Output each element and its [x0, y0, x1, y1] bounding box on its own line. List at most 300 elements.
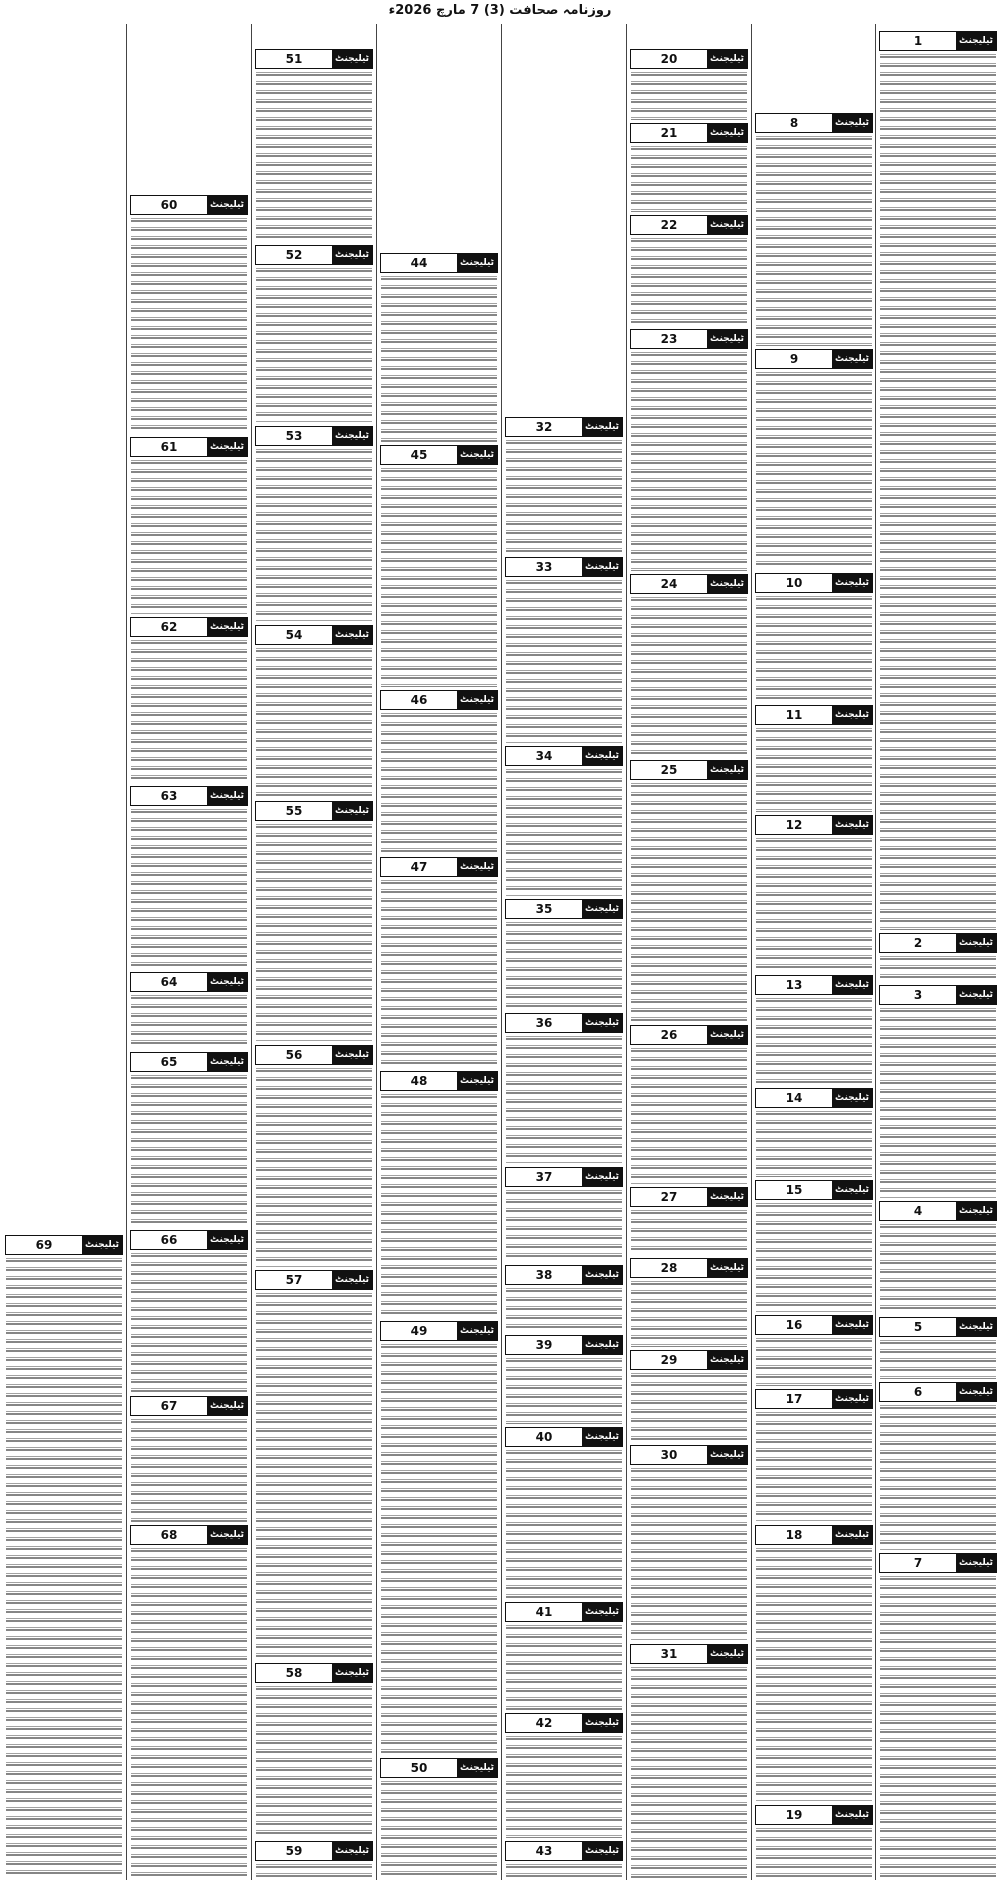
item-number: 3 [913, 988, 923, 1002]
item-header [505, 1841, 623, 1861]
item-number: 21 [660, 126, 678, 140]
news-item [254, 1269, 374, 1660]
item-header [130, 972, 248, 992]
item-label-badge: ٹیلیجنٹ [956, 934, 996, 952]
item-label-badge: ٹیلیجنٹ [707, 1351, 747, 1369]
item-header [130, 1052, 248, 1072]
item-label-badge: ٹیلیجنٹ [332, 626, 372, 644]
item-label-badge: ٹیلیجنٹ [707, 330, 747, 348]
item-body-text [131, 1419, 247, 1522]
news-item [878, 1552, 998, 1878]
item-number: 20 [660, 52, 678, 66]
item-header [630, 1644, 748, 1664]
item-header [130, 617, 248, 637]
item-number: 5 [913, 1320, 923, 1334]
news-item [754, 1179, 874, 1312]
item-label-badge: ٹیلیجنٹ [582, 1014, 622, 1032]
item-header [505, 1013, 623, 1033]
item-number: 25 [660, 763, 678, 777]
item-number: 49 [410, 1324, 428, 1338]
item-body-text [381, 1781, 497, 1878]
news-item [754, 814, 874, 972]
item-label-badge: ٹیلیجنٹ [207, 973, 247, 991]
item-header [380, 445, 498, 465]
item-label-badge: ٹیلیجنٹ [832, 1390, 872, 1408]
item-body-text [131, 1075, 247, 1227]
item-header [630, 1025, 748, 1045]
item-header [755, 1389, 873, 1409]
item-number: 34 [535, 749, 553, 763]
item-label-badge: ٹیلیجنٹ [457, 691, 497, 709]
item-body-text [880, 1405, 996, 1550]
item-header [755, 349, 873, 369]
news-column-4 [504, 24, 624, 1880]
item-body-text [631, 1667, 747, 1878]
item-number: 1 [913, 34, 923, 48]
item-header [879, 1317, 997, 1337]
news-item [379, 1757, 499, 1878]
item-body-text [756, 136, 872, 346]
item-body-text [256, 824, 372, 1042]
item-number: 42 [535, 1716, 553, 1730]
item-number: 37 [535, 1170, 553, 1184]
item-header [130, 1230, 248, 1250]
item-label-badge: ٹیلیجنٹ [207, 787, 247, 805]
item-number: 22 [660, 218, 678, 232]
item-header [755, 815, 873, 835]
item-label-badge: ٹیلیجنٹ [582, 1603, 622, 1621]
item-label-badge: ٹیلیجنٹ [332, 50, 372, 68]
item-label-badge: ٹیلیجنٹ [832, 1089, 872, 1107]
item-header [630, 574, 748, 594]
news-item [4, 1234, 124, 1878]
item-body-text [131, 809, 247, 969]
item-label-badge: ٹیلیجنٹ [832, 1806, 872, 1824]
item-body-text [381, 713, 497, 854]
item-header [755, 975, 873, 995]
news-column-6 [254, 24, 374, 1880]
news-item [629, 328, 749, 571]
item-body-text [506, 922, 622, 1010]
item-header [255, 1045, 373, 1065]
news-item [254, 1044, 374, 1267]
item-body-text [880, 1576, 996, 1878]
news-item [629, 573, 749, 757]
news-item [754, 572, 874, 702]
item-label-badge: ٹیلیجنٹ [832, 114, 872, 132]
item-header [755, 1180, 873, 1200]
item-number: 29 [660, 1353, 678, 1367]
item-number: 58 [285, 1666, 303, 1680]
item-number: 6 [913, 1385, 923, 1399]
item-body-text [506, 1288, 622, 1332]
item-header [130, 1525, 248, 1545]
news-item [379, 856, 499, 1068]
item-label-badge: ٹیلیجنٹ [582, 1428, 622, 1446]
news-item [504, 745, 624, 896]
item-number: 52 [285, 248, 303, 262]
item-body-text [506, 769, 622, 896]
item-number: 56 [285, 1048, 303, 1062]
item-header [630, 123, 748, 143]
item-header [380, 857, 498, 877]
news-item [878, 1316, 998, 1379]
news-item [504, 1426, 624, 1599]
item-label-badge: ٹیلیجنٹ [832, 1526, 872, 1544]
item-body-text [131, 640, 247, 783]
column-divider [376, 24, 377, 1880]
item-header [255, 1270, 373, 1290]
item-number: 36 [535, 1016, 553, 1030]
item-body-text [631, 352, 747, 571]
item-label-badge: ٹیلیجنٹ [582, 1714, 622, 1732]
item-header [255, 625, 373, 645]
item-label-badge: ٹیلیجنٹ [332, 246, 372, 264]
item-label-badge: ٹیلیجنٹ [956, 986, 996, 1004]
item-body-text [756, 1548, 872, 1802]
item-number: 59 [285, 1844, 303, 1858]
item-number: 35 [535, 902, 553, 916]
news-column-8 [4, 24, 124, 1880]
item-body-text [756, 838, 872, 972]
item-label-badge: ٹیلیجنٹ [582, 747, 622, 765]
item-number: 19 [785, 1808, 803, 1822]
item-header [380, 253, 498, 273]
news-item [129, 194, 249, 434]
item-header [505, 1602, 623, 1622]
news-item [379, 252, 499, 442]
item-header [130, 1396, 248, 1416]
item-number: 17 [785, 1392, 803, 1406]
item-number: 12 [785, 818, 803, 832]
item-label-badge: ٹیلیجنٹ [207, 196, 247, 214]
item-label-badge: ٹیلیجنٹ [582, 1842, 622, 1860]
item-body-text [6, 1258, 122, 1878]
item-header [380, 1071, 498, 1091]
item-header [5, 1235, 123, 1255]
news-item [878, 932, 998, 982]
item-label-badge: ٹیلیجنٹ [457, 1072, 497, 1090]
item-number: 2 [913, 936, 923, 950]
item-label-badge: ٹیلیجنٹ [832, 976, 872, 994]
item-label-badge: ٹیلیجنٹ [832, 350, 872, 368]
item-header [879, 933, 997, 953]
item-header [630, 1350, 748, 1370]
item-body-text [631, 1281, 747, 1347]
item-number: 23 [660, 332, 678, 346]
item-body-text [756, 372, 872, 570]
item-body-text [880, 956, 996, 982]
item-header [755, 705, 873, 725]
item-body-text [756, 1338, 872, 1386]
item-label-badge: ٹیلیجنٹ [832, 574, 872, 592]
news-item [254, 425, 374, 622]
item-header [630, 215, 748, 235]
item-body-text [506, 580, 622, 743]
item-label-badge: ٹیلیجنٹ [956, 1554, 996, 1572]
item-header [755, 573, 873, 593]
item-label-badge: ٹیلیجنٹ [707, 1645, 747, 1663]
news-item [754, 1314, 874, 1386]
item-number: 43 [535, 1844, 553, 1858]
item-label-badge: ٹیلیجنٹ [207, 618, 247, 636]
news-item [129, 1229, 249, 1393]
news-item [379, 1070, 499, 1318]
item-body-text [381, 1344, 497, 1755]
item-number: 51 [285, 52, 303, 66]
item-body-text [256, 1686, 372, 1838]
item-number: 28 [660, 1261, 678, 1275]
item-header [505, 1265, 623, 1285]
item-label-badge: ٹیلیجنٹ [332, 1664, 372, 1682]
item-header [505, 1335, 623, 1355]
item-body-text [381, 468, 497, 687]
item-number: 26 [660, 1028, 678, 1042]
item-label-badge: ٹیلیجنٹ [207, 1526, 247, 1544]
item-label-badge: ٹیلیجنٹ [457, 254, 497, 272]
item-number: 50 [410, 1761, 428, 1775]
news-item [504, 1166, 624, 1262]
item-label-badge: ٹیلیجنٹ [707, 761, 747, 779]
item-label-badge: ٹیلیجنٹ [707, 50, 747, 68]
item-number: 10 [785, 576, 803, 590]
item-number: 68 [160, 1528, 178, 1542]
item-header [505, 1713, 623, 1733]
item-body-text [506, 1625, 622, 1710]
item-label-badge: ٹیلیجنٹ [832, 706, 872, 724]
news-item [379, 1320, 499, 1755]
item-header [505, 1427, 623, 1447]
item-label-badge: ٹیلیجنٹ [332, 802, 372, 820]
item-body-text [631, 783, 747, 1022]
item-header [755, 1088, 873, 1108]
item-label-badge: ٹیلیجنٹ [332, 1271, 372, 1289]
item-label-badge: ٹیلیجنٹ [707, 124, 747, 142]
item-number: 13 [785, 978, 803, 992]
item-number: 53 [285, 429, 303, 443]
item-label-badge: ٹیلیجنٹ [207, 1397, 247, 1415]
item-header [380, 1758, 498, 1778]
item-number: 44 [410, 256, 428, 270]
item-header [755, 113, 873, 133]
item-number: 40 [535, 1430, 553, 1444]
item-body-text [756, 1412, 872, 1522]
news-item [629, 1024, 749, 1184]
news-item [629, 1186, 749, 1255]
item-header [630, 760, 748, 780]
news-item [254, 1662, 374, 1838]
news-column-1 [878, 24, 998, 1880]
item-body-text [256, 72, 372, 242]
news-item [629, 214, 749, 326]
news-item [629, 1444, 749, 1641]
item-body-text [880, 1340, 996, 1379]
item-number: 16 [785, 1318, 803, 1332]
news-item [629, 1643, 749, 1878]
item-label-badge: ٹیلیجنٹ [707, 575, 747, 593]
news-item [754, 112, 874, 346]
item-header [255, 49, 373, 69]
news-item [504, 1840, 624, 1878]
news-item [504, 1334, 624, 1424]
item-number: 39 [535, 1338, 553, 1352]
item-number: 15 [785, 1183, 803, 1197]
item-header [255, 1841, 373, 1861]
news-item [629, 122, 749, 212]
item-body-text [256, 1864, 372, 1878]
news-item [254, 48, 374, 242]
news-column-5 [379, 24, 499, 1880]
item-body-text [631, 1373, 747, 1442]
item-label-badge: ٹیلیجنٹ [332, 1842, 372, 1860]
news-item [504, 898, 624, 1010]
item-label-badge: ٹیلیجنٹ [582, 1266, 622, 1284]
item-body-text [506, 1450, 622, 1599]
item-number: 63 [160, 789, 178, 803]
item-body-text [506, 1864, 622, 1878]
item-number: 47 [410, 860, 428, 874]
item-header [505, 417, 623, 437]
item-header [255, 245, 373, 265]
item-body-text [756, 1828, 872, 1878]
item-label-badge: ٹیلیجنٹ [956, 1318, 996, 1336]
item-label-badge: ٹیلیجنٹ [956, 1383, 996, 1401]
item-number: 45 [410, 448, 428, 462]
news-item [629, 48, 749, 120]
item-body-text [506, 1358, 622, 1424]
item-body-text [256, 449, 372, 622]
news-item [504, 416, 624, 554]
item-header [879, 985, 997, 1005]
item-label-badge: ٹیلیجنٹ [832, 1316, 872, 1334]
news-item [504, 1264, 624, 1332]
item-number: 24 [660, 577, 678, 591]
item-header [630, 329, 748, 349]
item-number: 7 [913, 1556, 923, 1570]
item-number: 60 [160, 198, 178, 212]
item-header [630, 1445, 748, 1465]
item-label-badge: ٹیلیجنٹ [582, 418, 622, 436]
item-label-badge: ٹیلیجنٹ [707, 1026, 747, 1044]
item-number: 62 [160, 620, 178, 634]
item-body-text [381, 880, 497, 1068]
item-label-badge: ٹیلیجنٹ [207, 438, 247, 456]
item-label-badge: ٹیلیجنٹ [832, 1181, 872, 1199]
item-label-badge: ٹیلیجنٹ [457, 1759, 497, 1777]
item-header [255, 801, 373, 821]
news-item [379, 689, 499, 854]
item-number: 32 [535, 420, 553, 434]
news-item [254, 1840, 374, 1878]
item-number: 55 [285, 804, 303, 818]
item-number: 67 [160, 1399, 178, 1413]
item-body-text [506, 440, 622, 554]
news-item [129, 971, 249, 1049]
item-header [755, 1315, 873, 1335]
item-number: 18 [785, 1528, 803, 1542]
news-item [254, 624, 374, 798]
item-label-badge: ٹیلیجنٹ [956, 1202, 996, 1220]
news-item [629, 1349, 749, 1442]
item-number: 9 [789, 352, 799, 366]
news-item [129, 1051, 249, 1227]
item-label-badge: ٹیلیجنٹ [207, 1053, 247, 1071]
item-body-text [880, 1224, 996, 1314]
item-label-badge: ٹیلیجنٹ [582, 1336, 622, 1354]
item-label-badge: ٹیلیجنٹ [707, 1188, 747, 1206]
news-item [878, 984, 998, 1198]
news-column-7 [129, 24, 249, 1880]
news-item [878, 1200, 998, 1314]
news-item [254, 800, 374, 1042]
item-label-badge: ٹیلیجنٹ [332, 1046, 372, 1064]
column-divider [875, 24, 876, 1880]
item-body-text [256, 648, 372, 798]
item-body-text [756, 1203, 872, 1312]
item-header [505, 746, 623, 766]
column-divider [751, 24, 752, 1880]
item-label-badge: ٹیلیجنٹ [707, 1259, 747, 1277]
item-label-badge: ٹیلیجنٹ [457, 1322, 497, 1340]
news-item [629, 1257, 749, 1347]
item-number: 30 [660, 1448, 678, 1462]
item-label-badge: ٹیلیجنٹ [82, 1236, 122, 1254]
item-label-badge: ٹیلیجنٹ [582, 1168, 622, 1186]
news-item [629, 759, 749, 1022]
item-body-text [506, 1036, 622, 1164]
item-body-text [880, 1008, 996, 1198]
item-header [879, 1553, 997, 1573]
news-column-3 [629, 24, 749, 1880]
news-item [754, 348, 874, 570]
column-divider [251, 24, 252, 1880]
item-number: 66 [160, 1233, 178, 1247]
item-number: 54 [285, 628, 303, 642]
item-body-text [756, 728, 872, 812]
item-body-text [256, 268, 372, 423]
item-header [130, 437, 248, 457]
masthead-title: روزنامہ صحافت (3) 7 مارچ 2026ء [388, 3, 612, 18]
item-body-text [381, 276, 497, 442]
item-number: 8 [789, 116, 799, 130]
item-header [380, 690, 498, 710]
item-header [630, 1258, 748, 1278]
news-item [878, 1381, 998, 1550]
item-body-text [631, 1468, 747, 1641]
item-header [380, 1321, 498, 1341]
item-body-text [131, 995, 247, 1049]
news-item [754, 1087, 874, 1177]
item-number: 14 [785, 1091, 803, 1105]
news-item [878, 30, 998, 930]
item-header [630, 49, 748, 69]
item-number: 57 [285, 1273, 303, 1287]
item-body-text [506, 1190, 622, 1262]
item-header [505, 557, 623, 577]
item-number: 46 [410, 693, 428, 707]
item-body-text [756, 998, 872, 1085]
item-header [255, 1663, 373, 1683]
item-header [130, 195, 248, 215]
item-number: 38 [535, 1268, 553, 1282]
item-body-text [631, 146, 747, 212]
item-header [755, 1805, 873, 1825]
item-label-badge: ٹیلیجنٹ [332, 427, 372, 445]
item-label-badge: ٹیلیجنٹ [707, 216, 747, 234]
news-item [504, 1712, 624, 1838]
news-item [504, 556, 624, 743]
item-number: 48 [410, 1074, 428, 1088]
